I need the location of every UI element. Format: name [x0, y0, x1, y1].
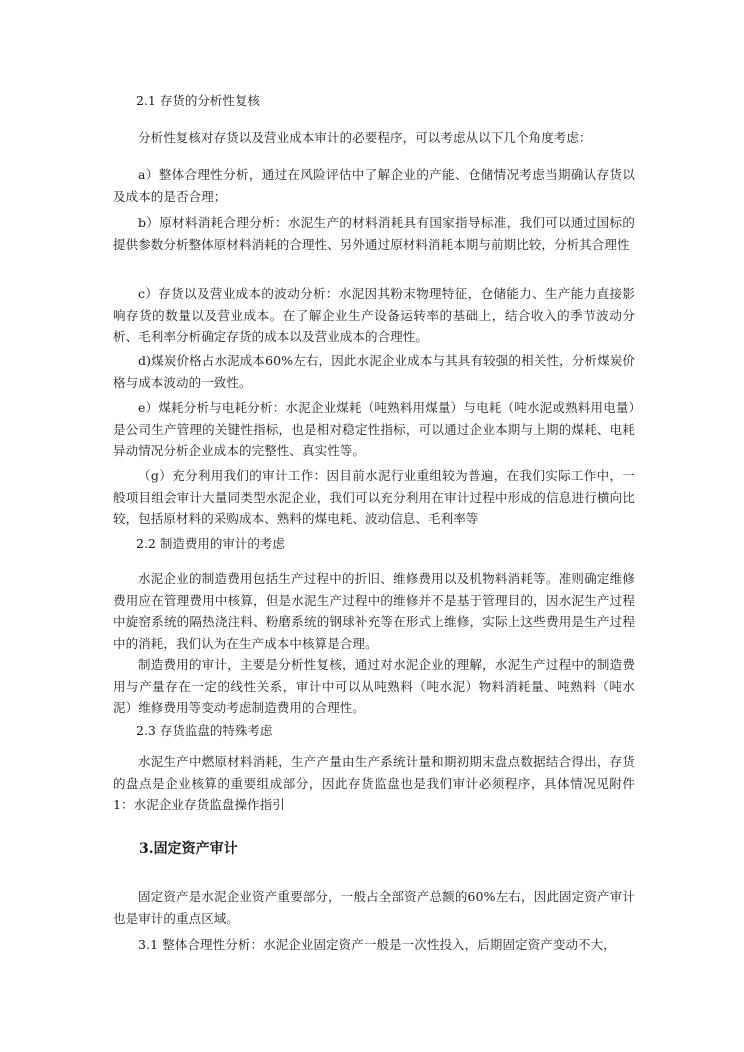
paragraph: （g）充分利用我们的审计工作：因目前水泥行业重组较为普遍，在我们实际工作中，一般项目组会审计大量同类型水泥企业，我们可以充分利用在审计过程中形成的信息进行横向比较，包括原材料的采购成本、熟料的煤电耗、波动信息、毛利率等 [113, 468, 635, 526]
paragraph: e）煤耗分析与电耗分析：水泥企业煤耗（吨熟料用煤量）与电耗（吨水泥或熟料用电量）是公司生产管理的关键性指标，也是相对稳定性指标，可以通过企业本期与上期的煤耗、电耗异动情况分析企业成本的完整性、真实性等。 [113, 400, 635, 458]
paragraph: 固定资产是水泥企业资产重要部分，一般占全部资产总额的60%左右，因此固定资产审计也是审计的重点区域。 [113, 889, 635, 926]
paragraph: 3.1 整体合理性分析：水泥企业固定资产一般是一次性投入，后期固定资产变动不大， [138, 937, 616, 952]
paragraph-g [113, 465, 635, 530]
heading-text: 3.固定资产审计 [139, 841, 238, 857]
section-3-paragraph-1 [113, 886, 635, 929]
section-2-3-paragraph-1 [113, 751, 635, 816]
paragraph-b [113, 212, 635, 255]
section-2-2-paragraph-2 [113, 654, 635, 719]
paragraph-c [113, 283, 635, 348]
section-2-1-intro [113, 127, 635, 149]
section-2-2-paragraph-1 [113, 568, 635, 654]
paragraph: c）存货以及营业成本的波动分析：水泥因其粉末物理特征，仓储能力、生产能力直接影响存货的数量以及营业成本。在了解企业生产设备运转率的基础上，结合收入的季节波动分析、毛利率分析确定存货的成本以及营业成本的合理性。 [113, 286, 635, 344]
paragraph: b）原材料消耗合理分析：水泥生产的材料消耗具有国家指导标准，我们可以通过国标的提供参数分析整体原材料消耗的合理性、另外通过原材料消耗本期与前期比较，分析其合理性 [113, 215, 635, 252]
paragraph: 水泥企业的制造费用包括生产过程中的折旧、维修费用以及机物料消耗等。准则确定维修费用应在管理费用中核算，但是水泥生产过程中的维修并不是基于管理目的，因水泥生产过程中旋窑系统的隔热浇注料、粉磨系统的钢球补充等在形式上维修，实际上这些费用是生产过程中的消耗，我们认为在生产成本中核算是合理。 [113, 571, 635, 651]
heading-text: 2.3 存货监盘的特殊考虑 [136, 723, 273, 738]
paragraph-a [113, 164, 635, 207]
paragraph-e [113, 397, 635, 462]
heading-text: 2.1 存货的分析性复核 [136, 93, 260, 108]
section-3-1-paragraph-1 [113, 934, 635, 956]
paragraph: 分析性复核对存货以及营业成本审计的必要程序，可以考虑从以下几个角度考虑： [138, 130, 592, 145]
paragraph: a）整体合理性分析，通过在风险评估中了解企业的产能、仓储情况考虑当期确认存货以及成本的是否合理； [113, 167, 635, 204]
paragraph: 水泥生产中燃原材料消耗，生产产量由生产系统计量和期初期末盘点数据结合得出，存货的盘点是企业核算的重要组成部分，因此存货监盘也是我们审计必须程序，具体情况见附件1：水泥企业存货监盘操作指引 [113, 754, 635, 812]
section-2-1-heading [113, 91, 635, 111]
section-2-3-heading [113, 721, 635, 741]
section-3-heading [113, 839, 635, 859]
paragraph: d)煤炭价格占水泥成本60%左右，因此水泥企业成本与其具有较强的相关性，分析煤炭价格与成本波动的一致性。 [113, 353, 635, 390]
paragraph-d [113, 350, 635, 393]
section-2-2-heading [113, 534, 635, 554]
paragraph: 制造费用的审计，主要是分析性复核，通过对水泥企业的理解，水泥生产过程中的制造费用与产量存在一定的线性关系，审计中可以从吨熟料（吨水泥）物料消耗量、吨熟料（吨水泥）维修费用等变动考虑制造费用的合理性。 [113, 657, 635, 715]
heading-text: 2.2 制造费用的审计的考虑 [136, 536, 285, 551]
